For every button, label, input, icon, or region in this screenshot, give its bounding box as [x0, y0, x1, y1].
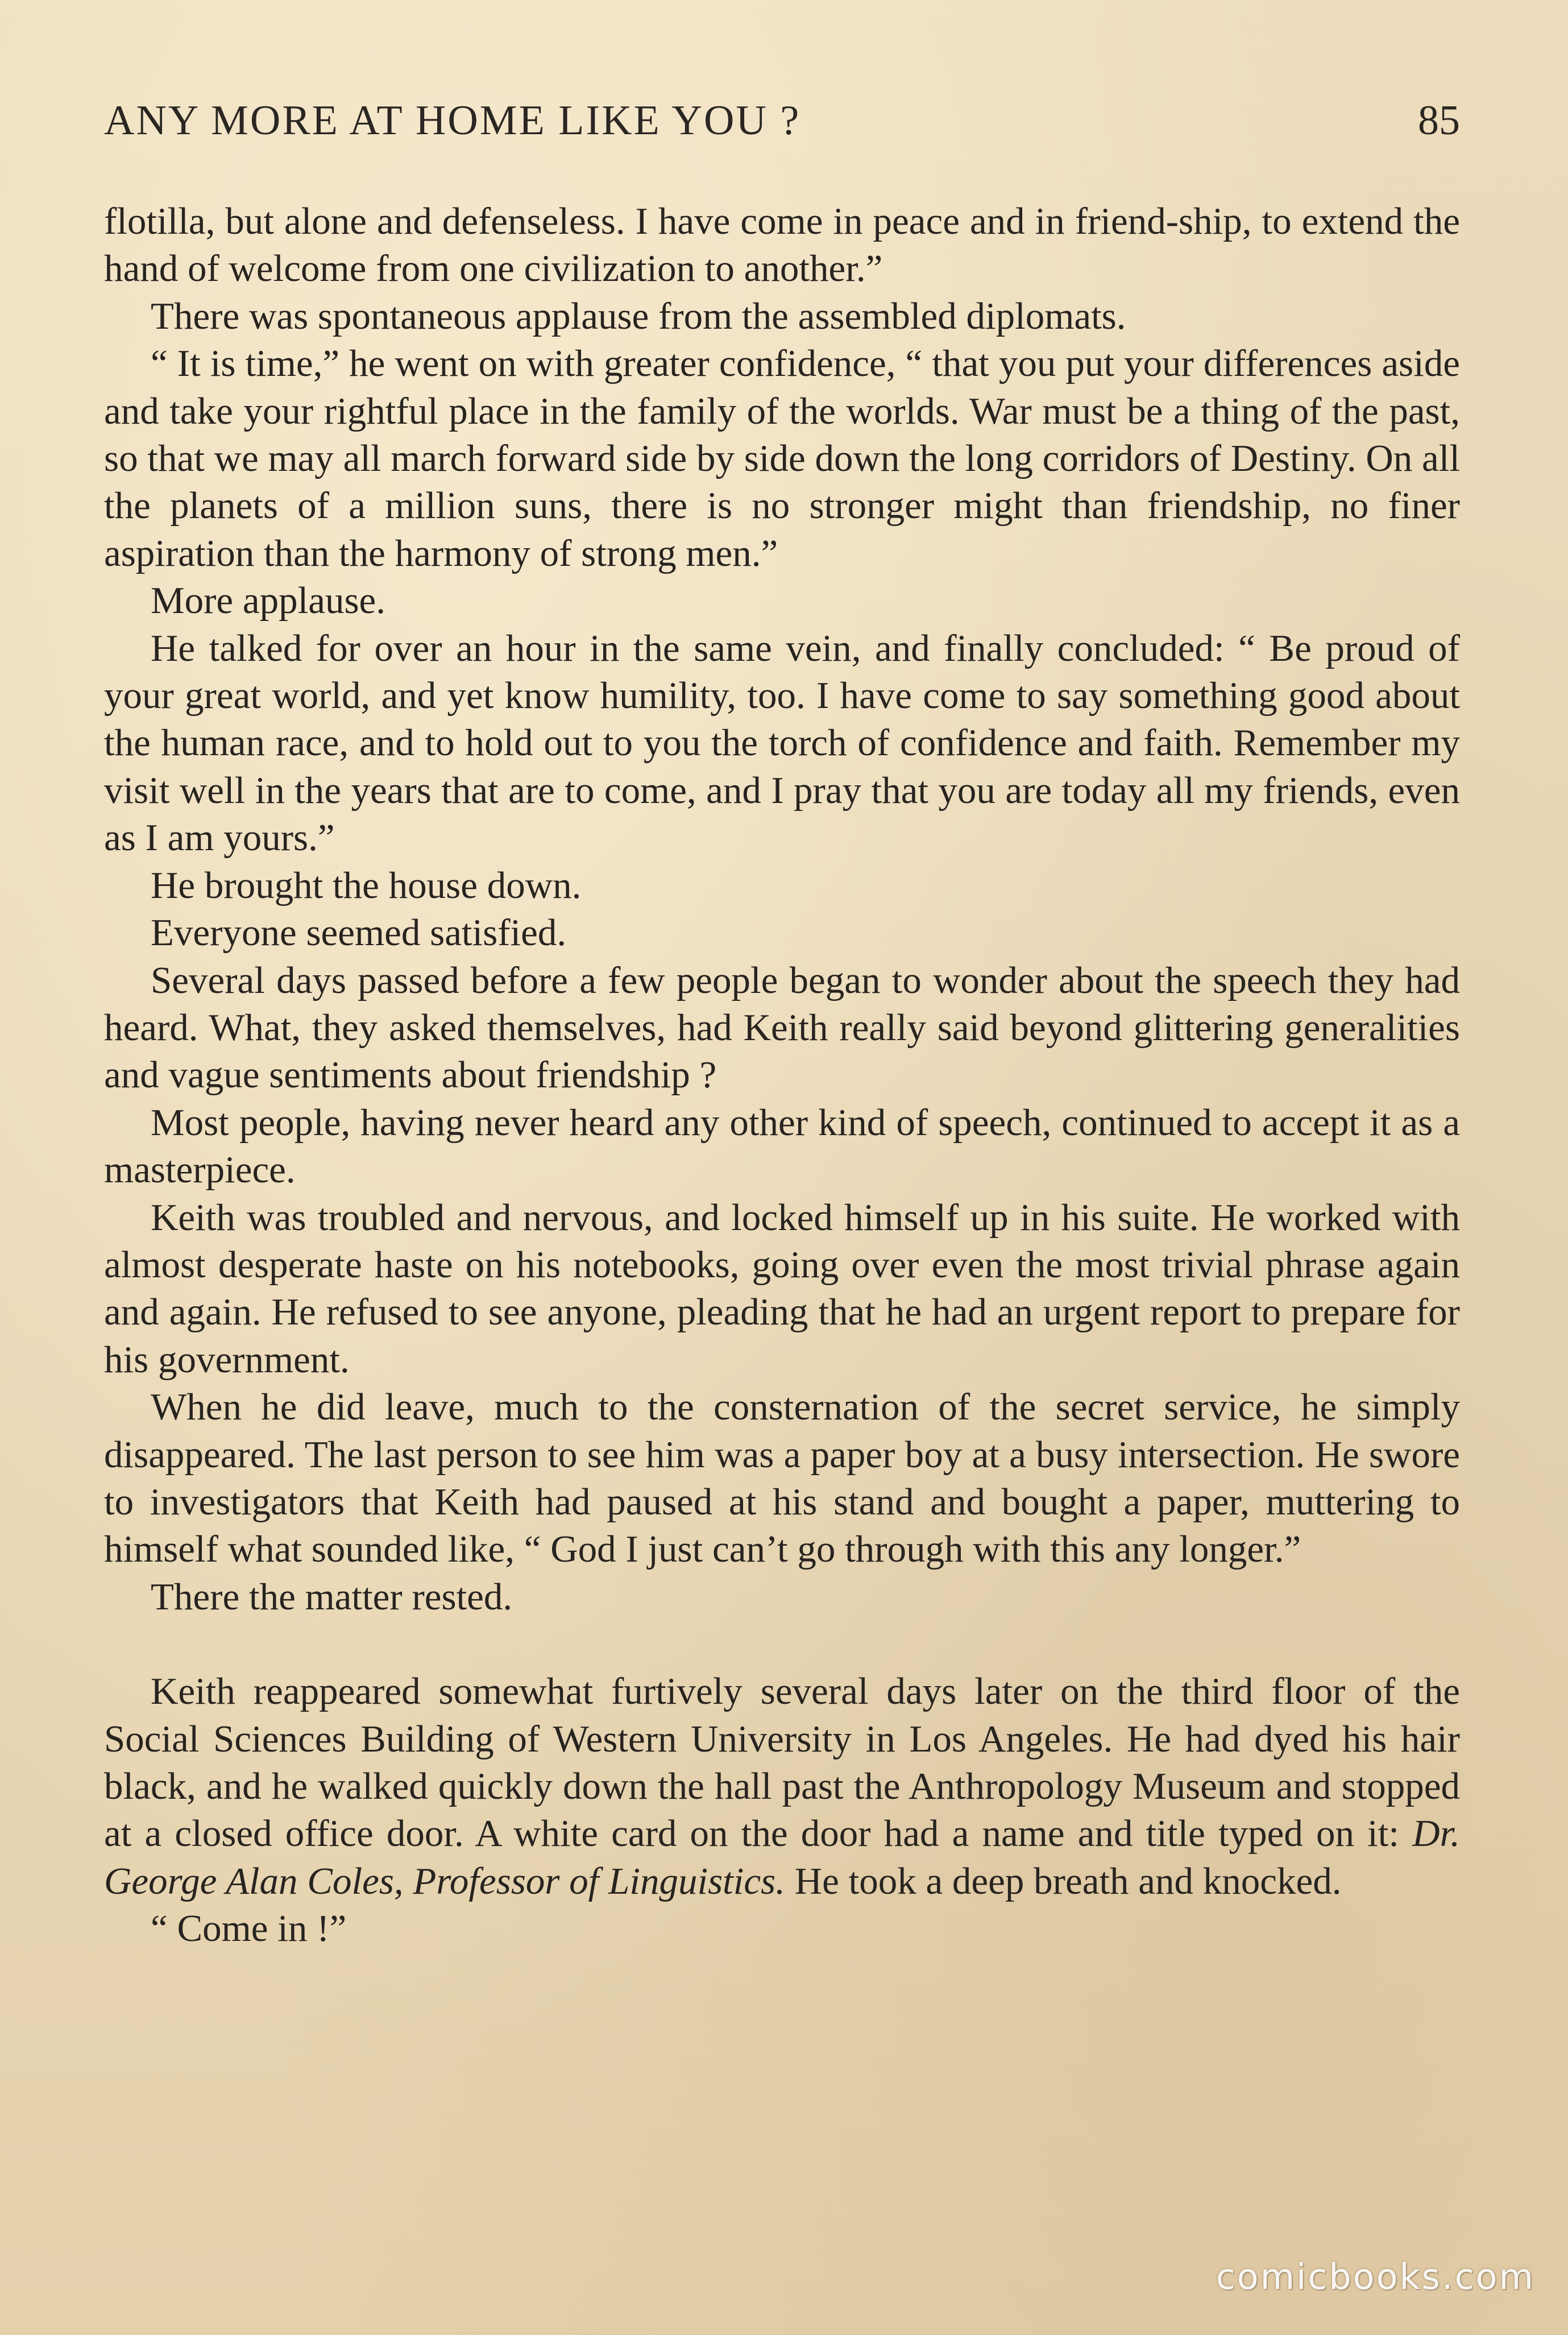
paragraph-text: He took a deep breath and knocked. [785, 1860, 1342, 1902]
paragraph: flotilla, but alone and defenseless. I have come in peace and in friend-ship, to extend the hand of welcome from one civilization to another.” [104, 200, 1460, 290]
professor-name-italic: Dr. George Alan Coles, Professor of Linguistics. [104, 1812, 1460, 1902]
paragraph: Keith was troubled and nervous, and locked himself up in his suite. He worked with almost desperate haste on his notebooks, going over even the most trivial phrase again and again. He refused to see anyone, pleading that he had an urgent report to prepare for his government. [104, 1196, 1460, 1381]
paragraph: He brought the house down. [151, 864, 582, 906]
paragraph: There the matter rested. [151, 1575, 513, 1618]
paragraph: Several days passed before a few people began to wonder about the speech they had heard. What, they asked themselves, had Keith really said beyond glittering generalities and vague sentiments about friendship ? [104, 959, 1460, 1096]
paragraph-text: Keith reappeared somewhat furtively several days later on the third floor of the Social Sciences Building of Western University in Los Angeles. He had dyed his hair black, and he walked quickly down the hall past the Anthropology Museum and stopped at a closed office door. A white card on the door had a name and title typed on it: [104, 1670, 1460, 1855]
paragraph: Most people, having never heard any other kind of speech, continued to accept it as a masterpiece. [104, 1101, 1460, 1191]
watermark: comicbooks.com [1216, 2256, 1535, 2297]
page-number: 85 [1418, 97, 1460, 144]
paragraph [104, 1668, 1460, 1905]
running-title: ANY MORE AT HOME LIKE YOU ? [104, 97, 801, 144]
paragraph: Everyone seemed satisfied. [151, 912, 567, 954]
paragraph: More applause. [151, 579, 386, 622]
paragraph: There was spontaneous applause from the assembled diplomats. [151, 295, 1126, 337]
running-head [104, 97, 1460, 159]
paragraph: “ Come in !” [151, 1907, 347, 1950]
paragraph: “ It is time,” he went on with greater confidence, “ that you put your differences aside and take your rightful place in the family of the worlds. War must be a thing of the past, so that we may all march forward side by side down the long corridors of Destiny. On all the planets of a million suns, there is no stronger might than friendship, no finer aspiration than the harmony of strong men.” [104, 342, 1460, 574]
body-text [104, 198, 1460, 1953]
paragraph: He talked for over an hour in the same vein, and finally concluded: “ Be proud of your great world, and yet know humility, too. I have come to say something good about the human race, and to hold out to you the torch of confidence and faith. Remember my visit well in the years that are to come, and I pray that you are today all my friends, even as I am yours.” [104, 627, 1460, 859]
paragraph: When he did leave, much to the consternation of the secret service, he simply disappeared. The last person to see him was a paper boy at a busy intersection. He swore to investigators that Keith had paused at his stand and bought a paper, muttering to himself what sounded like, “ God I just can’t go through with this any longer.” [104, 1386, 1460, 1571]
